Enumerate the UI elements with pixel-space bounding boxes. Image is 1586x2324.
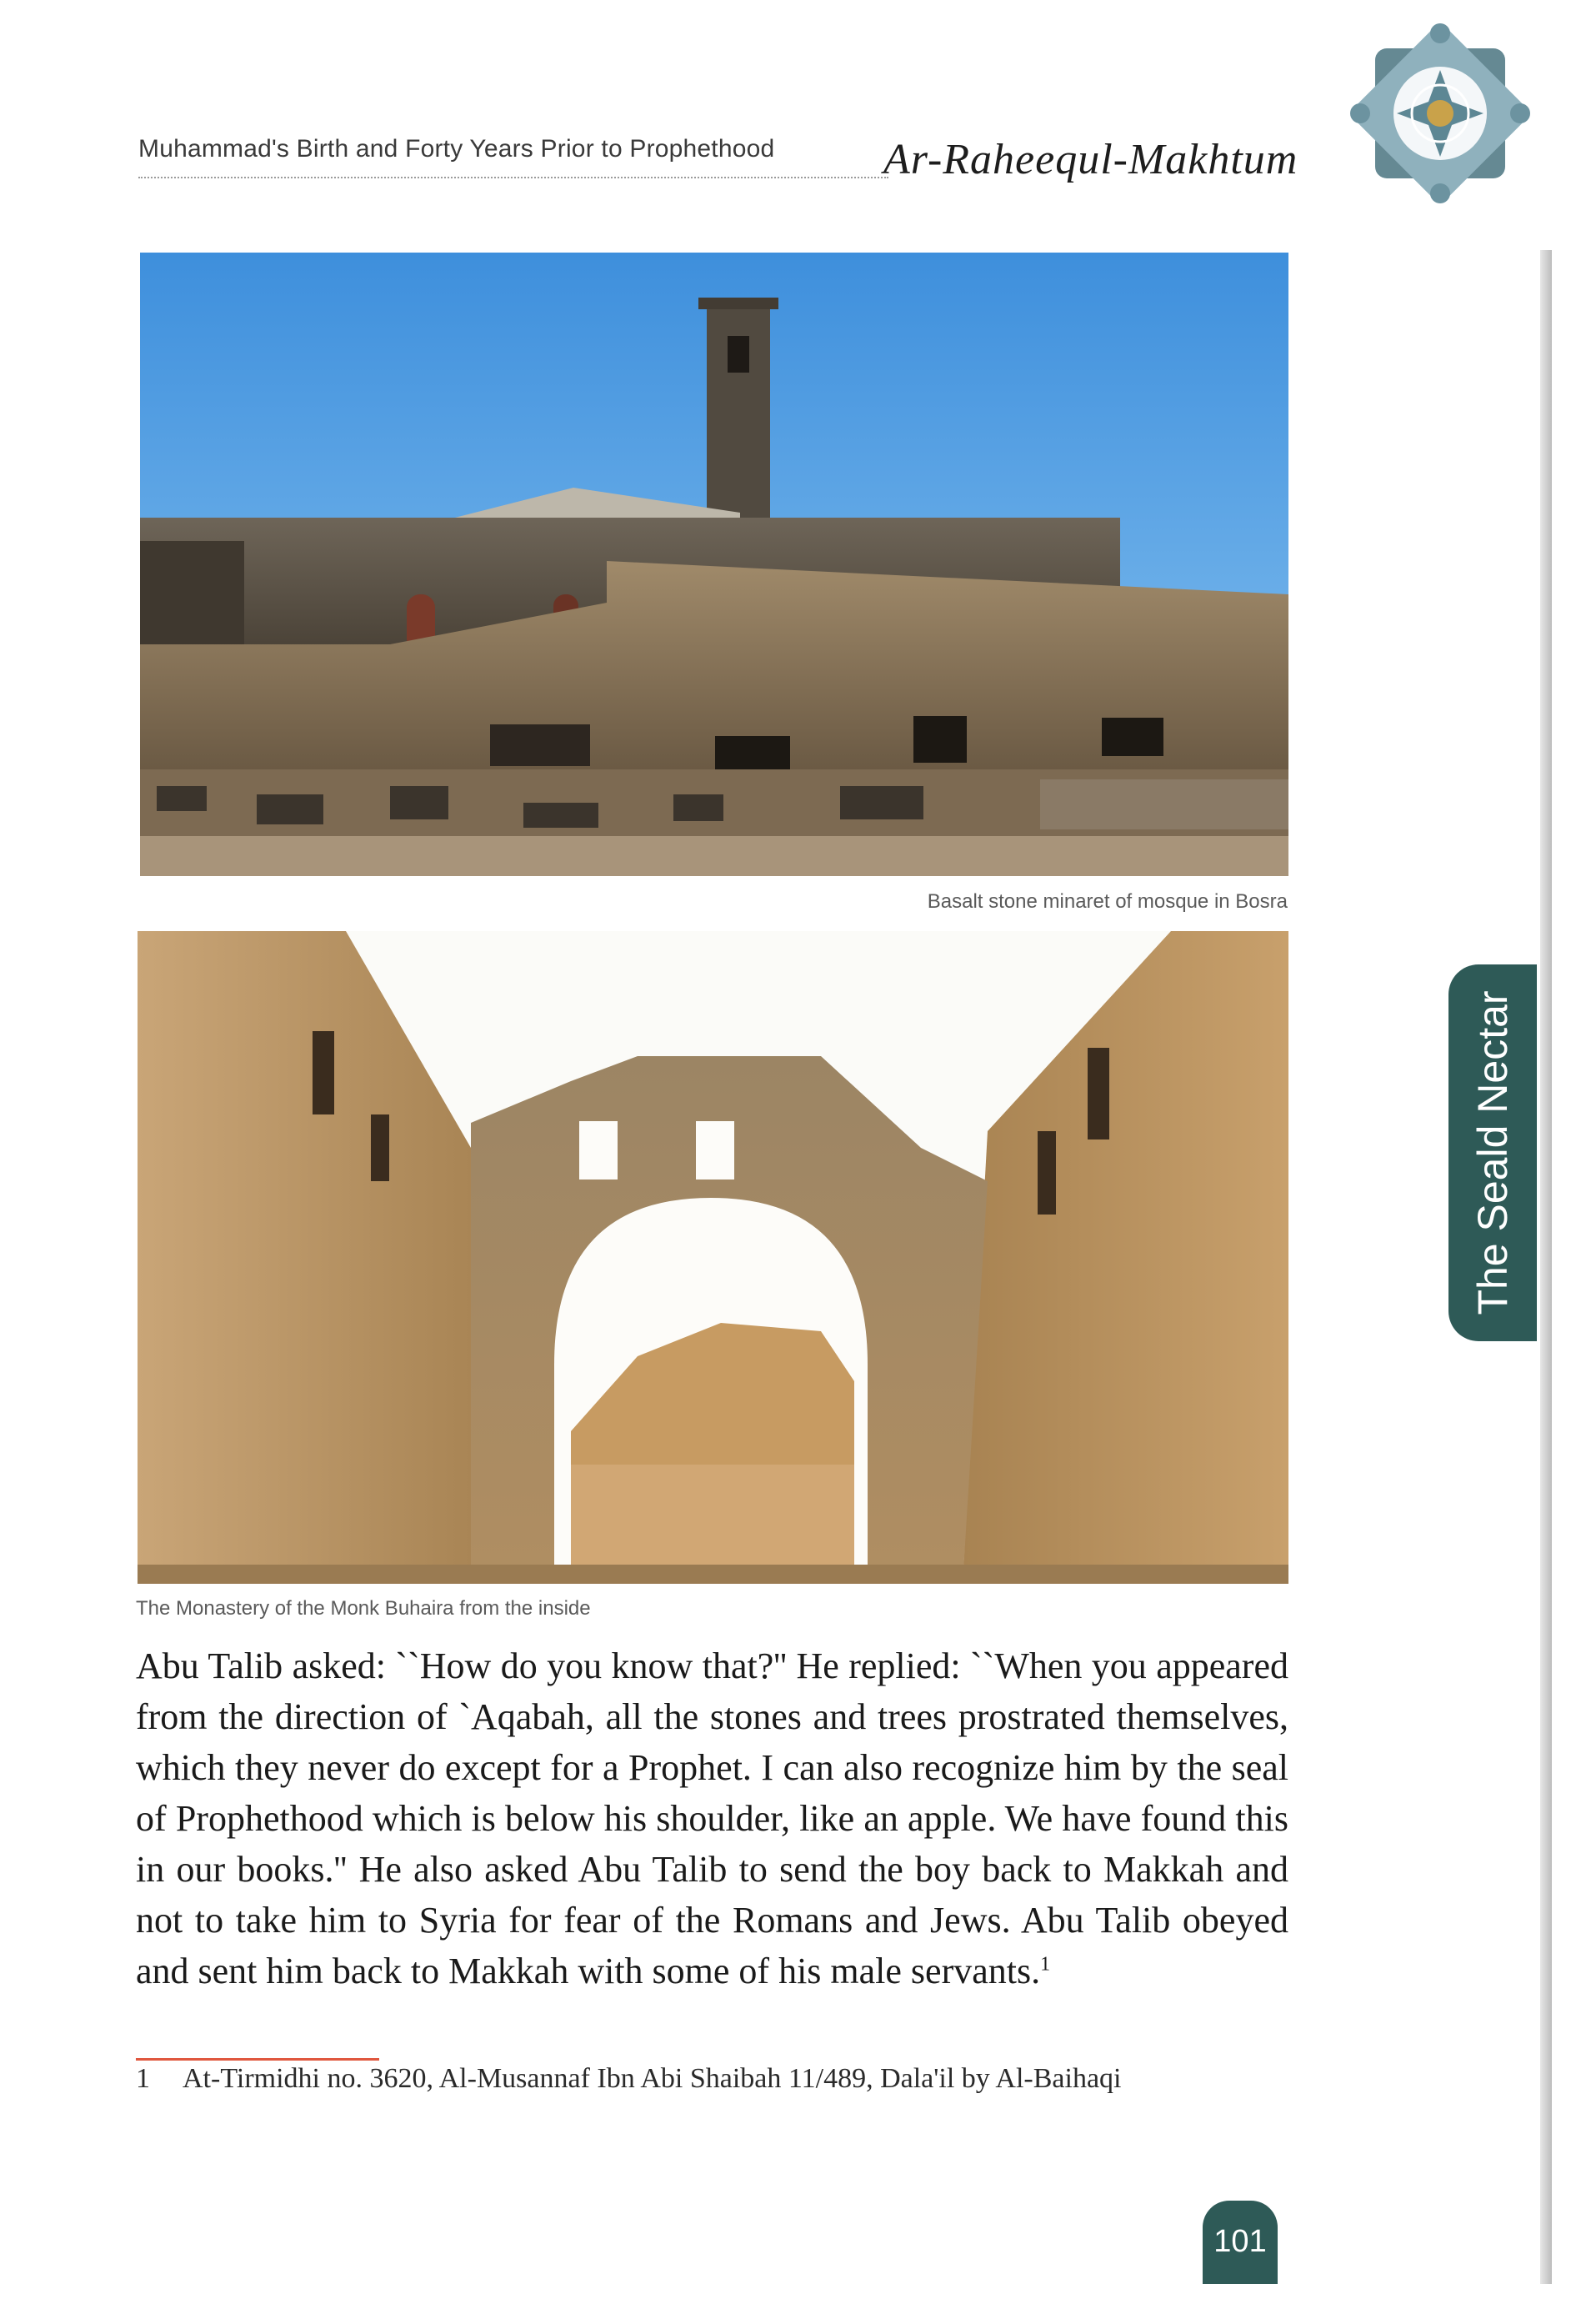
page-edge-bar	[1540, 250, 1552, 2284]
page-number: 101	[1213, 2224, 1267, 2259]
mosque-photo	[140, 253, 1288, 876]
body-paragraph-text: Abu Talib asked: ``How do you know that?'' He replied: ``When you appeared from the direction of `Aqabah, all the stones and trees prostrated themselves, which they never do except for a Prophet. I can also recognize him by the seal of Prophethood which is below his shoulder, like an apple. We have found this in our books.'' He also asked Abu Talib to send the boy back to Makkah and not to take him to Syria for fear of the Romans and Jews. Abu Talib obeyed and sent him back to Makkah with some of his male servants.	[136, 1645, 1288, 1991]
body-paragraph	[136, 1640, 1288, 1996]
ornament-rosette-icon	[1342, 15, 1538, 212]
footnote-number: 1	[136, 2063, 150, 2094]
monastery-caption: The Monastery of the Monk Buhaira from the inside	[136, 1597, 591, 1620]
footnote-marker[interactable]: 1	[1040, 1953, 1051, 1976]
monastery-photo	[138, 931, 1288, 1584]
running-head: Muhammad's Birth and Forty Years Prior to Prophethood	[138, 135, 775, 163]
book-title: Ar-Raheequl-Makhtum	[883, 136, 1298, 183]
footnote-text: At-Tirmidhi no. 3620, Al-Musannaf Ibn Abi Shaibah 11/489, Dala'il by Al-Baihaqi	[183, 2063, 1122, 2094]
page-number-badge	[1203, 2201, 1278, 2284]
footnote	[136, 2063, 1121, 2095]
header-rule	[138, 177, 888, 178]
footnote-rule	[136, 2058, 379, 2061]
section-tab-label: The Seald Nectar	[1469, 990, 1516, 1315]
mosque-caption: Basalt stone minaret of mosque in Bosra	[927, 890, 1288, 913]
section-tab	[1448, 964, 1537, 1341]
